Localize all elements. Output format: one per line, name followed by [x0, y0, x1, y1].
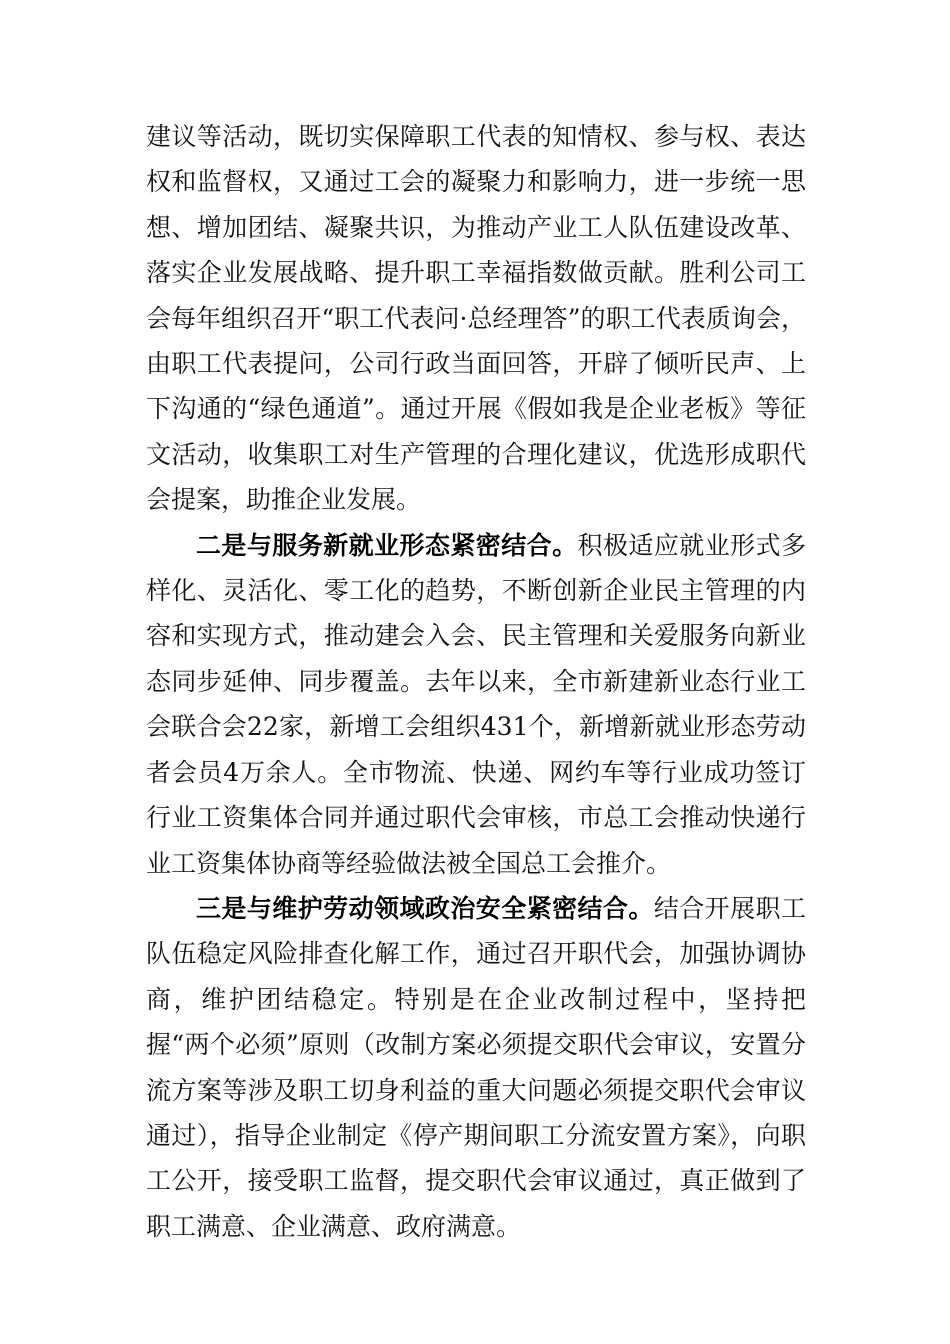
paragraph-text: 结合开展职工队伍稳定风险排查化解工作，通过召开职代会，加强协调协商，维护团结稳定。特别是在企业改制过程中，坚持把握“两个必须”原则（改制方案必须提交职代会审议，安置分流方案等涉及职工切身利益的重大问题必须提交职代会审议通过），指导企业制定《停产期间职工分流安置方案》，向职工公开，接受职工监督，提交职代会审议通过，真正做到了职工满意、企业满意、政府满意。	[146, 893, 806, 1241]
paragraph-text: 建议等活动，既切实保障职工代表的知情权、参与权、表达权和监督权，又通过工会的凝聚力和影响力，进一步统一思想、增加团结、凝聚共识，为推动产业工人队伍建设改革、落实企业发展战略、提升职工幸福指数做贡献。胜利公司工会每年组织召开“职工代表问·总经理答”的职工代表质询会，由职工代表提问，公司行政当面回答，开辟了倾听民声、上下沟通的“绿色通道”。通过开展《假如我是企业老板》等征文活动，收集职工对生产管理的合理化建议，优选形成职代会提案，助推企业发展。	[146, 122, 806, 515]
paragraph-text: 积极适应就业形式多样化、灵活化、零工化的趋势，不断创新企业民主管理的内容和实现方式，推动建会入会、民主管理和关爱服务向新业态同步延伸、同步覆盖。去年以来，全市新建新业态行业工会联合会22家，新增工会组织431个，新增新就业形态劳动者会员4万余人。全市物流、快递、网约车等行业成功签订行业工资集体合同并通过职代会审核，市总工会推动快递行业工资集体协商等经验做法被全国总工会推介。	[146, 530, 806, 878]
document-body	[146, 114, 806, 1249]
paragraph-lead-heading: 二是与服务新就业形态紧密结合。	[196, 530, 578, 560]
paragraph-continuation	[146, 114, 806, 523]
paragraph-new-employment-forms	[146, 523, 806, 886]
paragraph-labor-political-security	[146, 886, 806, 1249]
paragraph-lead-heading: 三是与维护劳动领域政治安全紧密结合。	[196, 893, 654, 923]
